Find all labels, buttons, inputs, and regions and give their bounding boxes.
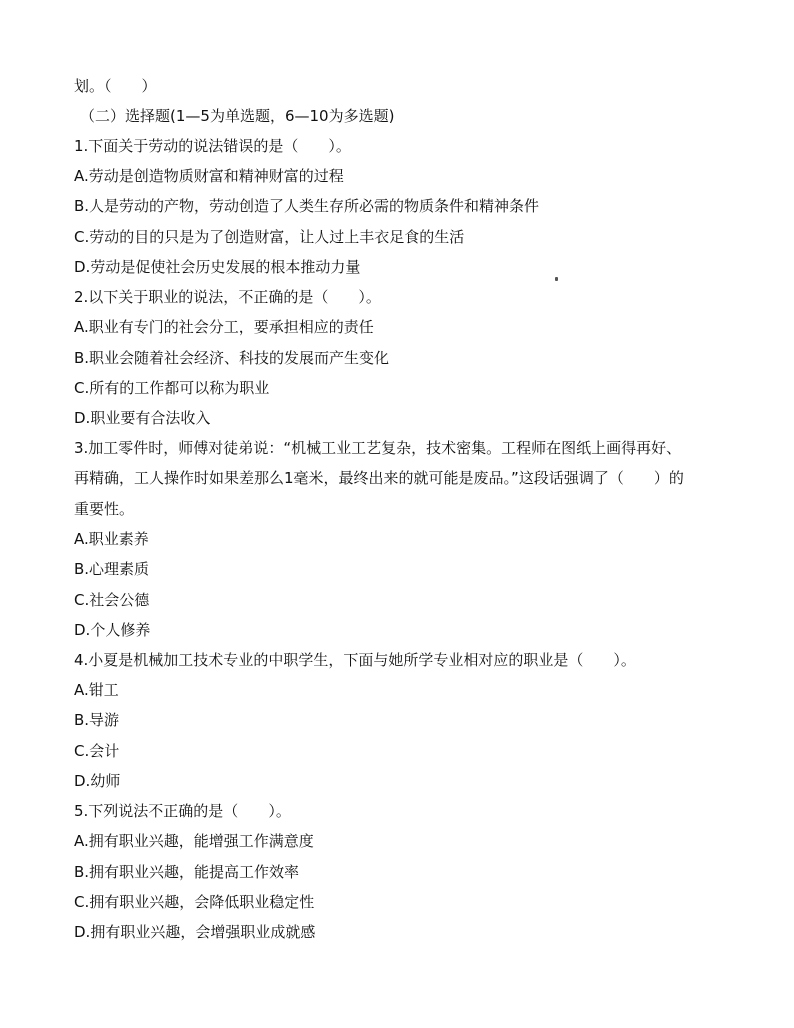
question-3-option-c: C.社会公德 bbox=[74, 591, 150, 609]
question-1-stem: 1.下面关于劳动的说法错误的是（ ）。 bbox=[74, 137, 351, 155]
question-2-option-c: C.所有的工作都可以称为职业 bbox=[74, 379, 270, 397]
question-5-option-c: C.拥有职业兴趣，会降低职业稳定性 bbox=[74, 893, 315, 911]
question-3-option-a: A.职业素养 bbox=[74, 530, 149, 548]
question-5-stem: 5.下列说法不正确的是（ ）。 bbox=[74, 802, 291, 820]
question-4-option-c: C.会计 bbox=[74, 742, 120, 760]
question-5-option-d: D.拥有职业兴趣，会增强职业成就感 bbox=[74, 923, 316, 941]
question-4-option-b: B.导游 bbox=[74, 711, 120, 729]
question-3-stem-line-2: 再精确，工人操作时如果差那么1毫米，最终出来的就可能是废品。”这段话强调了（ ）的 bbox=[74, 469, 684, 487]
question-2-option-a: A.职业有专门的社会分工，要承担相应的责任 bbox=[74, 318, 374, 336]
question-4-stem: 4.小夏是机械加工技术专业的中职学生，下面与她所学专业相对应的职业是（ ）。 bbox=[74, 651, 636, 669]
question-1-option-a: A.劳动是创造物质财富和精神财富的过程 bbox=[74, 167, 344, 185]
question-2-stem: 2.以下关于职业的说法，不正确的是（ ）。 bbox=[74, 288, 381, 306]
question-5-option-b: B.拥有职业兴趣，能提高工作效率 bbox=[74, 863, 300, 881]
question-1-option-d: D.劳动是促使社会历史发展的根本推动力量 bbox=[74, 258, 361, 276]
question-3-option-d: D.个人修养 bbox=[74, 621, 151, 639]
question-3-stem-line-3: 重要性。 bbox=[74, 500, 135, 518]
question-4-option-d: D.幼师 bbox=[74, 772, 121, 790]
question-5-option-a: A.拥有职业兴趣，能增强工作满意度 bbox=[74, 832, 314, 850]
question-4-option-a: A.钳工 bbox=[74, 681, 119, 699]
question-3-option-b: B.心理素质 bbox=[74, 560, 150, 578]
section-heading-choice-questions: （二）选择题(1—5为单选题，6—10为多选题) bbox=[80, 107, 395, 125]
question-3-stem-line-1: 3.加工零件时，师傅对徒弟说：“机械工业工艺复杂，技术密集。工程师在图纸上画得再好、 bbox=[74, 439, 682, 457]
question-1-option-c: C.劳动的目的只是为了创造财富，让人过上丰衣足食的生活 bbox=[74, 228, 465, 246]
question-2-option-d: D.职业要有合法收入 bbox=[74, 409, 211, 427]
question-2-option-b: B.职业会随着社会经济、科技的发展而产生变化 bbox=[74, 349, 390, 367]
text-line-continuation: 划。（ ） bbox=[74, 77, 157, 95]
stray-mark bbox=[555, 277, 558, 281]
question-1-option-b: B.人是劳动的产物，劳动创造了人类生存所必需的物质条件和精神条件 bbox=[74, 197, 540, 215]
